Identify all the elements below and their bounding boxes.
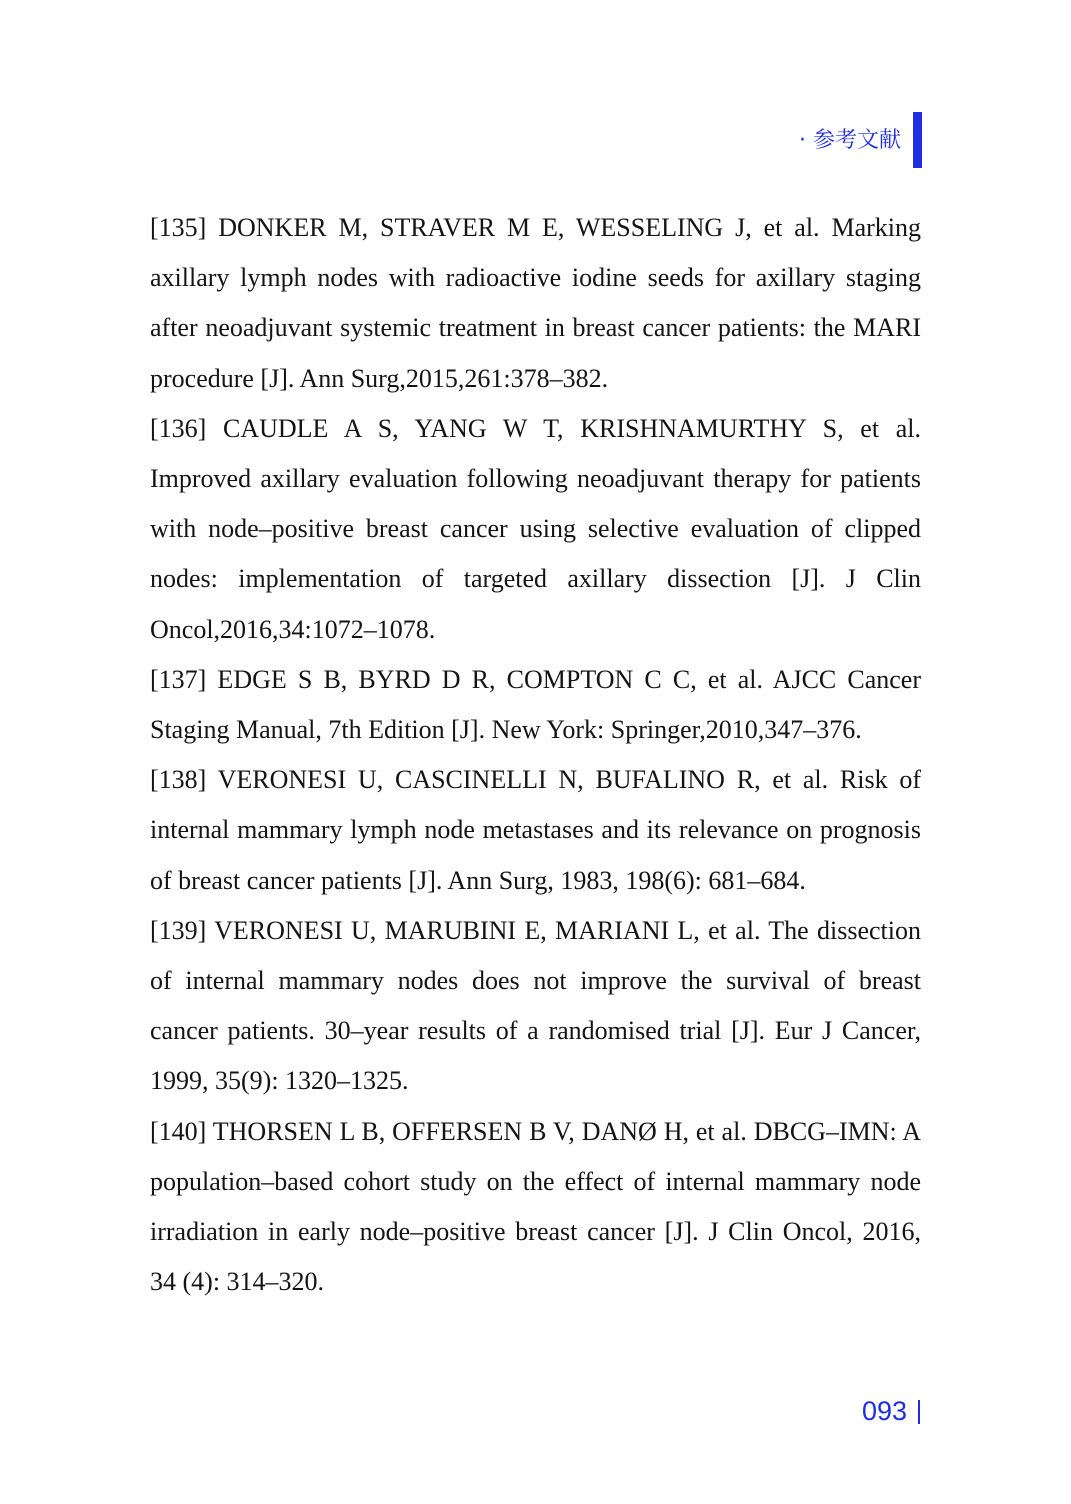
- running-header-title: · 参考文献: [799, 128, 901, 153]
- reference-140: [140] THORSEN L B, OFFERSEN B V, DANØ H, et al. DBCG–IMN: A population–based cohort study on the effect of internal mammary node irradiation in early node–positive breast cancer [J]. J Clin Oncol, 2016, 34 (4): 314–320.: [150, 1116, 921, 1297]
- reference-138: [138] VERONESI U, CASCINELLI N, BUFALINO R, et al. Risk of internal mammary lymph node metastases and its relevance on prognosis of breast cancer patients [J]. Ann Surg, 1983, 198(6): 681–684.: [150, 765, 921, 895]
- header-accent-bar: [913, 112, 922, 168]
- reference-137: [137] EDGE S B, BYRD D R, COMPTON C C, et al. AJCC Cancer Staging Manual, 7th Edition [J]. New York: Springer,2010,347–376.: [150, 664, 921, 745]
- page-number-divider: [918, 1400, 920, 1424]
- page-number: 093: [861, 1396, 907, 1426]
- reference-139: [139] VERONESI U, MARUBINI E, MARIANI L, et al. The dissection of internal mammary nodes does not improve the survival of breast cancer patients. 30–year results of a randomised trial [J]. Eur J Cancer, 1999, 35(9): 1320–1325.: [150, 915, 921, 1096]
- reference-135: [135] DONKER M, STRAVER M E, WESSELING J, et al. Marking axillary lymph nodes with radioactive iodine seeds for axillary staging after neoadjuvant systemic treatment in breast cancer patients: the MARI procedure [J]. Ann Surg,2015,261:378–382.: [150, 213, 921, 393]
- reference-136: [136] CAUDLE A S, YANG W T, KRISHNAMURTHY S, et al. Improved axillary evaluation following neoadjuvant therapy for patients with node–positive breast cancer using selective evaluation of clipped nodes: implementation of targeted axillary dissection [J]. J Clin Oncol,2016,34:1072–1078.: [150, 413, 921, 644]
- reference-list: [150, 203, 921, 1307]
